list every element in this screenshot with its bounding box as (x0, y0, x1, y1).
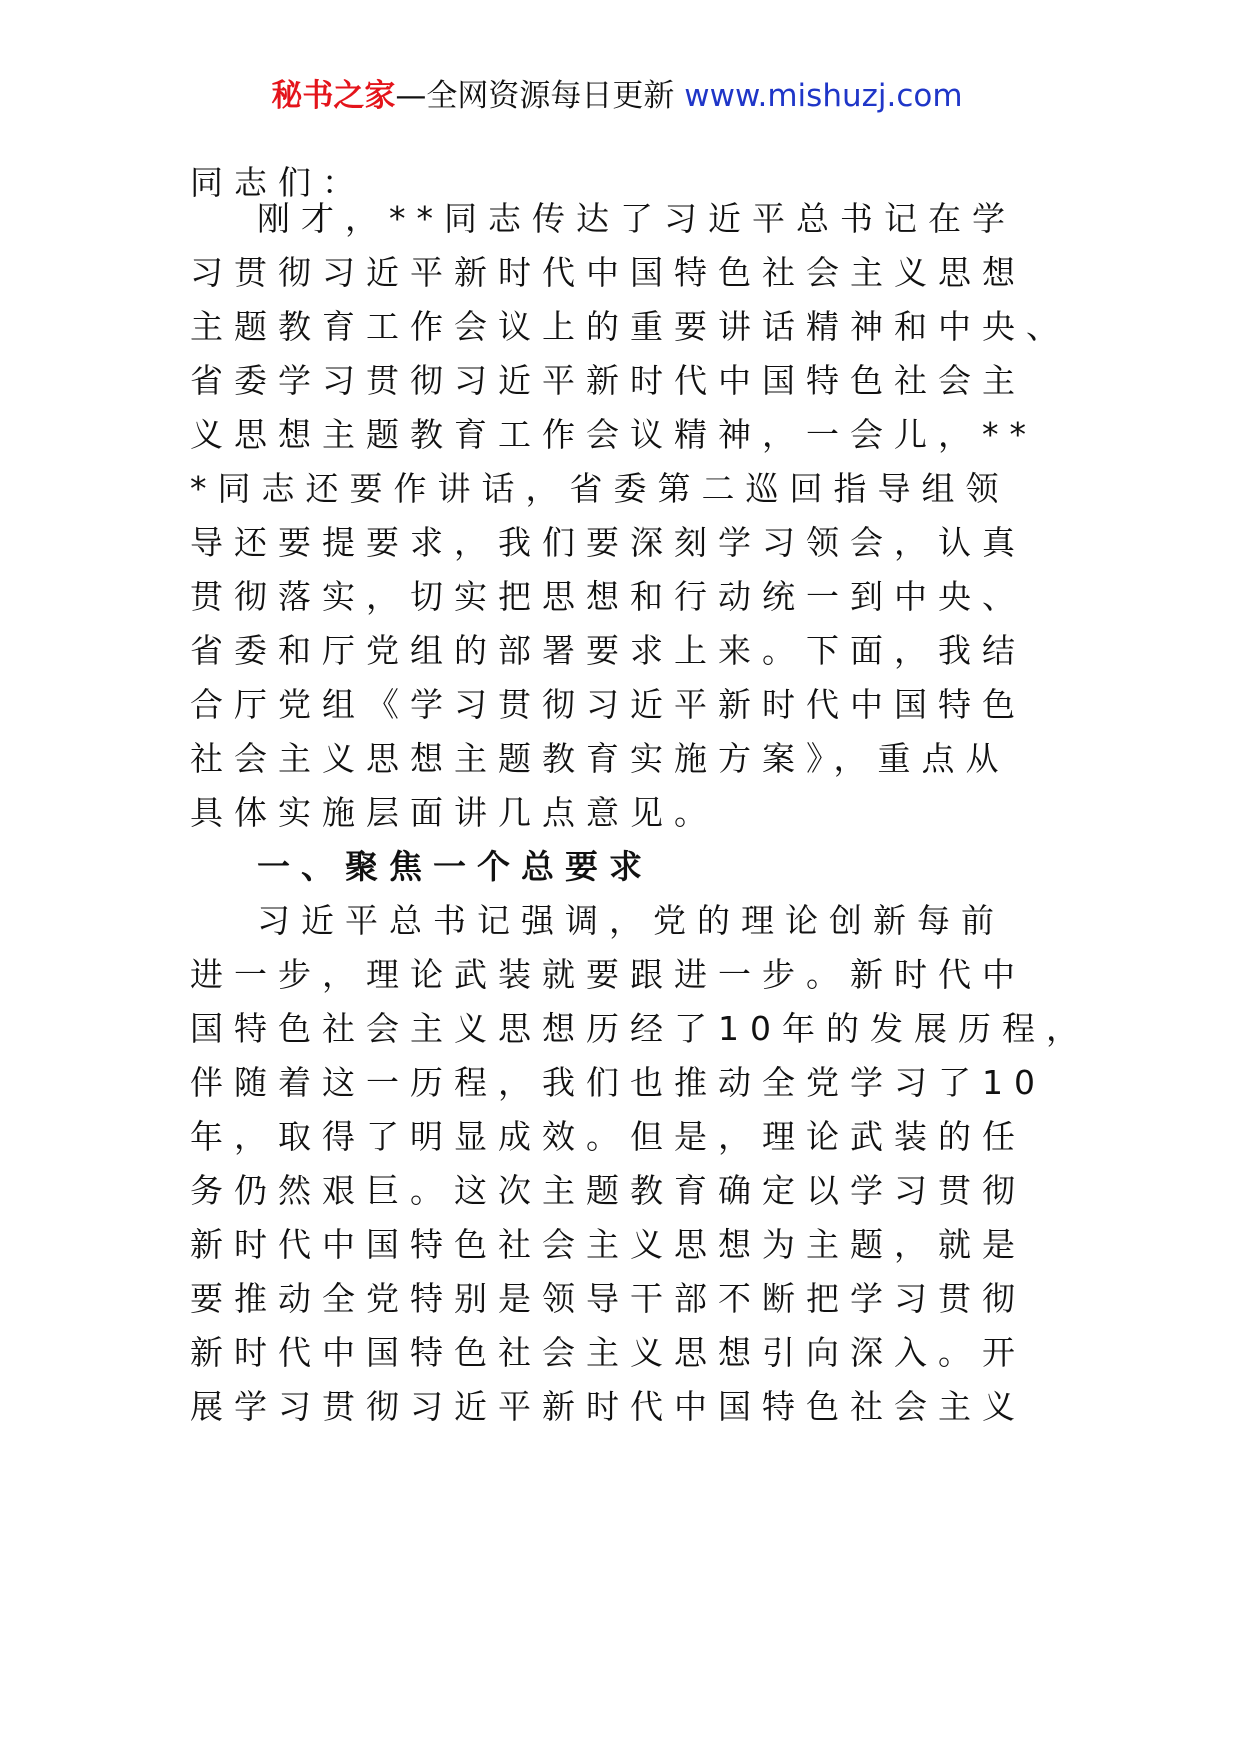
paragraph-line: 省委和厅党组的部署要求上来。下面，我结 (190, 631, 1026, 670)
paragraph-line: 合厅党组《学习贯彻习近平新时代中国特色 (190, 685, 1026, 724)
paragraph-line: 新时代中国特色社会主义思想为主题，就是 (190, 1225, 1026, 1264)
site-url[interactable]: www.mishuzj.com (684, 78, 963, 114)
paragraph-line: 社会主义思想主题教育实施方案》，重点从 (190, 739, 1010, 778)
brand-name: 秘书之家 (271, 78, 396, 114)
header-slogan: —全网资源每日更新 (395, 78, 675, 114)
paragraph-line: 展学习贯彻习近平新时代中国特色社会主义 (190, 1387, 1026, 1426)
section-heading: 一、聚焦一个总要求 (257, 847, 653, 886)
paragraph-line: 新时代中国特色社会主义思想引向深入。开 (190, 1333, 1026, 1372)
paragraph-line: 国特色社会主义思想历经了10年的发展历程， (190, 1009, 1090, 1048)
paragraph-line: 主题教育工作会议上的重要讲话精神和中央、 (190, 307, 1070, 346)
site-header (0, 72, 1234, 120)
paragraph-line: *同志还要作讲话，省委第二巡回指导组领 (190, 469, 1010, 508)
paragraph-line: 要推动全党特别是领导干部不断把学习贯彻 (190, 1279, 1026, 1318)
paragraph-line: 义思想主题教育工作会议精神，一会儿，** (190, 415, 1037, 454)
paragraph-line: 务仍然艰巨。这次主题教育确定以学习贯彻 (190, 1171, 1026, 1210)
paragraph-line: 省委学习贯彻习近平新时代中国特色社会主 (190, 361, 1026, 400)
paragraph-line: 贯彻落实，切实把思想和行动统一到中央、 (190, 577, 1026, 616)
paragraph-line: 刚才，**同志传达了习近平总书记在学 (257, 199, 1016, 238)
paragraph-line: 导还要提要求，我们要深刻学习领会，认真 (190, 523, 1026, 562)
paragraph-line: 习近平总书记强调，党的理论创新每前 (257, 901, 1005, 940)
paragraph-line: 伴随着这一历程，我们也推动全党学习了10 (190, 1063, 1046, 1102)
paragraph-line: 习贯彻习近平新时代中国特色社会主义思想 (190, 253, 1026, 292)
paragraph-line: 具体实施层面讲几点意见。 (190, 793, 718, 832)
paragraph-line: 年，取得了明显成效。但是，理论武装的任 (190, 1117, 1026, 1156)
salutation: 同志们： (190, 163, 366, 202)
paragraph-line: 进一步，理论武装就要跟进一步。新时代中 (190, 955, 1026, 994)
